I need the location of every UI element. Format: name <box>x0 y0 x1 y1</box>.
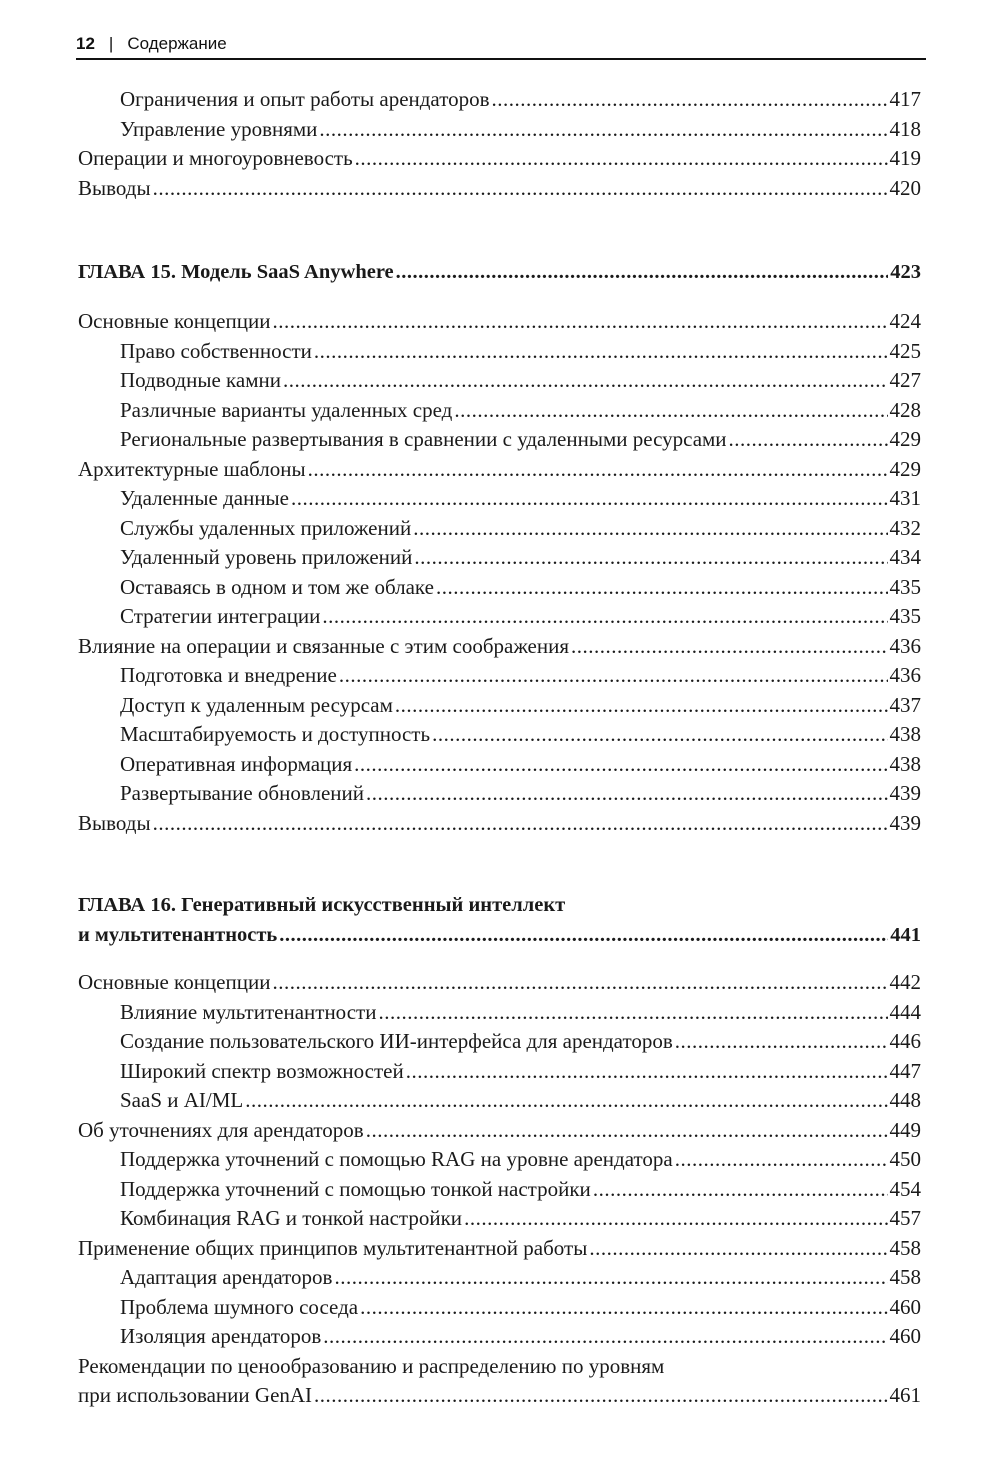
toc-entry[interactable] <box>78 809 921 839</box>
leader-dots <box>454 396 887 426</box>
toc-entry-title: Оставаясь в одном и том же облаке <box>120 574 434 599</box>
toc-entry-title: Доступ к удаленным ресурсам <box>120 692 393 717</box>
toc-entry[interactable] <box>78 144 921 174</box>
toc-entry[interactable] <box>78 1204 921 1234</box>
leader-dots <box>492 85 888 115</box>
toc-entry-title: Поддержка уточнений с помощью тонкой настройки <box>120 1176 591 1201</box>
leader-dots <box>366 779 887 809</box>
toc-entry-title: Подводные камни <box>120 368 281 392</box>
page-number: 12 <box>76 34 95 53</box>
toc-entry[interactable] <box>78 779 921 809</box>
toc-entry-page: 434 <box>889 545 921 569</box>
toc-entry-title: Создание пользовательского ИИ-интерфейса для арендаторов <box>120 1029 673 1053</box>
leader-dots <box>414 543 887 573</box>
toc-entry-page: 448 <box>889 1088 921 1112</box>
toc-entry[interactable] <box>78 691 921 721</box>
chapter-16-heading[interactable] <box>78 920 921 950</box>
toc-entry-title: Ограничения и опыт работы арендаторов <box>120 87 490 111</box>
table-of-contents <box>78 85 921 1411</box>
leader-dots <box>675 1027 888 1057</box>
running-header <box>76 30 926 60</box>
toc-entry[interactable] <box>78 1234 921 1264</box>
leader-dots <box>355 144 888 174</box>
toc-entry[interactable] <box>78 602 921 632</box>
toc-entry-page: 454 <box>889 1176 921 1201</box>
toc-entry[interactable] <box>78 396 921 426</box>
leader-dots <box>314 337 888 367</box>
toc-entry[interactable] <box>78 1381 921 1411</box>
leader-dots <box>413 514 887 544</box>
toc-entry-title: Операции и многоуровневость <box>78 146 353 170</box>
toc-entry-title: Выводы <box>78 175 151 200</box>
toc-entry-title: Основные концепции <box>78 970 271 994</box>
toc-entry[interactable] <box>78 514 921 544</box>
toc-entry-page: 420 <box>889 175 921 200</box>
toc-entry-page: 435 <box>889 604 921 628</box>
toc-entry[interactable] <box>78 1145 921 1175</box>
leader-dots <box>283 366 888 396</box>
toc-entry-title: Широкий спектр возможностей <box>120 1058 404 1083</box>
leader-dots <box>589 1234 887 1264</box>
toc-entry-title: Региональные развертывания в сравнении с удаленными ресурсами <box>120 427 727 451</box>
toc-entry[interactable] <box>78 968 921 998</box>
toc-entry-title: Стратегии интеграции <box>120 604 321 628</box>
toc-entry-title: Масштабируемость и доступность <box>120 722 431 746</box>
toc-entry-page: 417 <box>889 87 921 111</box>
toc-entry-page: 460 <box>889 1324 921 1348</box>
leader-dots <box>729 425 888 455</box>
toc-entry-page: 437 <box>889 692 921 717</box>
toc-entry-page: 444 <box>889 999 921 1024</box>
toc-entry[interactable] <box>78 543 921 573</box>
toc-top-entries <box>78 85 921 203</box>
toc-entry-page: 460 <box>889 1294 921 1319</box>
leader-dots <box>308 455 888 485</box>
toc-entry-title: Право собственности <box>120 338 312 363</box>
leader-dots <box>272 307 887 337</box>
leader-dots <box>334 1263 887 1293</box>
toc-entry-title: Изоляция арендаторов <box>120 1324 322 1348</box>
toc-entry[interactable] <box>78 455 921 485</box>
toc-entry[interactable] <box>78 1293 921 1323</box>
chapter-16-entries <box>78 968 921 1352</box>
toc-entry-title: SaaS и AI/ML <box>120 1088 244 1112</box>
toc-entry-page: 461 <box>889 1383 921 1407</box>
leader-dots <box>593 1175 888 1205</box>
toc-entry[interactable] <box>78 720 921 750</box>
toc-entry-page: 435 <box>889 574 921 599</box>
toc-entry-page: 446 <box>889 1029 921 1053</box>
leader-dots <box>153 174 888 204</box>
toc-entry[interactable] <box>78 632 921 662</box>
chapter-15-entries <box>78 307 921 838</box>
toc-entry-title: Основные концепции <box>78 309 271 333</box>
leader-dots <box>675 1145 888 1175</box>
chapter-title: ГЛАВА 15. Модель SaaS Anywhere <box>78 261 394 283</box>
toc-entry-title: Архитектурные шаблоны <box>78 456 306 481</box>
chapter-title: и мультитенантность <box>78 924 278 946</box>
toc-entry[interactable] <box>78 1175 921 1205</box>
toc-entry-page: 436 <box>889 633 921 658</box>
toc-entry-title: Об уточнениях для арендаторов <box>78 1117 364 1142</box>
toc-entry[interactable] <box>78 337 921 367</box>
toc-entry-page: 450 <box>889 1147 921 1171</box>
toc-entry-title: Комбинация RAG и тонкой настройки <box>120 1206 463 1230</box>
toc-entry-page: 439 <box>889 781 921 805</box>
toc-entry-page: 418 <box>889 116 921 141</box>
toc-entry-page: 429 <box>889 427 921 451</box>
toc-entry[interactable] <box>78 484 921 514</box>
leader-dots <box>245 1086 887 1116</box>
toc-entry-line1: Рекомендации по ценообразованию и распределению по уровням <box>78 1353 665 1378</box>
leader-dots <box>322 602 887 632</box>
leader-dots <box>323 1322 887 1352</box>
toc-entry-page: 442 <box>889 970 921 994</box>
leader-dots <box>354 750 887 780</box>
chapter-page: 441 <box>890 924 921 946</box>
toc-entry[interactable] <box>78 1086 921 1116</box>
toc-entry-title: Поддержка уточнений с помощью RAG на уровне арендатора <box>120 1147 673 1171</box>
leader-dots <box>395 691 888 721</box>
leader-dots <box>406 1057 888 1087</box>
toc-entry[interactable] <box>78 115 921 145</box>
toc-entry-title: Оперативная информация <box>120 751 353 776</box>
leader-dots <box>360 1293 887 1323</box>
toc-entry[interactable] <box>78 174 921 204</box>
leader-dots <box>272 968 887 998</box>
toc-entry-page: 436 <box>889 663 921 687</box>
toc-entry-title: Удаленный уровень приложений <box>120 545 413 569</box>
toc-entry[interactable] <box>78 998 921 1028</box>
toc-entry-title: Применение общих принципов мультитенантной работы <box>78 1235 588 1260</box>
toc-entry-page: 428 <box>889 397 921 422</box>
leader-dots <box>291 484 888 514</box>
chapter-page: 423 <box>890 261 921 283</box>
toc-entry-title: Различные варианты удаленных сред <box>120 397 453 422</box>
toc-entry-page: 425 <box>889 338 921 363</box>
toc-entry[interactable] <box>78 1116 921 1146</box>
toc-entry[interactable] <box>78 573 921 603</box>
toc-entry-title: при использовании GenAI <box>78 1383 313 1407</box>
toc-entry-page: 439 <box>889 810 921 835</box>
toc-entry[interactable] <box>78 1263 921 1293</box>
leader-dots <box>366 1116 888 1146</box>
leader-dots <box>432 720 887 750</box>
toc-entry-page: 438 <box>889 751 921 776</box>
toc-entry[interactable] <box>78 750 921 780</box>
leader-dots <box>339 661 888 691</box>
toc-entry[interactable] <box>78 1057 921 1087</box>
toc-entry-title: Управление уровнями <box>120 116 318 141</box>
toc-entry-title: Удаленные данные <box>120 486 289 510</box>
toc-entry-page: 429 <box>889 456 921 481</box>
toc-entry[interactable] <box>78 1322 921 1352</box>
toc-entry-page: 419 <box>889 146 921 170</box>
toc-entry-title: Влияние на операции и связанные с этим соображения <box>78 633 570 658</box>
toc-entry-page: 427 <box>889 368 921 392</box>
leader-dots <box>314 1381 887 1411</box>
toc-entry-title: Влияние мультитенантности <box>120 999 377 1024</box>
toc-entry-title: Выводы <box>78 810 151 835</box>
toc-entry-page: 432 <box>889 515 921 540</box>
toc-entry[interactable] <box>78 1027 921 1057</box>
toc-entry[interactable] <box>78 661 921 691</box>
toc-entry[interactable] <box>78 85 921 115</box>
toc-entry-title: Службы удаленных приложений <box>120 515 412 540</box>
leader-dots <box>153 809 888 839</box>
toc-entry-page: 447 <box>889 1058 921 1083</box>
chapter-15-heading[interactable] <box>78 257 921 287</box>
leader-dots <box>319 115 887 145</box>
toc-entry-page: 458 <box>889 1235 921 1260</box>
leader-dots <box>436 573 888 603</box>
leader-dots <box>378 998 887 1028</box>
toc-entry[interactable] <box>78 366 921 396</box>
toc-entry-page: 457 <box>889 1206 921 1230</box>
toc-entry-title: Адаптация арендаторов <box>120 1265 333 1289</box>
leader-dots <box>464 1204 887 1234</box>
toc-entry-page: 449 <box>889 1117 921 1142</box>
toc-entry-title: Подготовка и внедрение <box>120 663 337 687</box>
toc-entry[interactable] <box>78 425 921 455</box>
chapter-16-heading-line1: ГЛАВА 16. Генеративный искусственный интеллект <box>78 894 566 916</box>
toc-entry-title: Развертывание обновлений <box>120 781 365 805</box>
toc-entry[interactable] <box>78 307 921 337</box>
toc-entry-page: 438 <box>889 722 921 746</box>
header-section-title: Содержание <box>127 34 227 53</box>
leader-dots <box>396 257 889 287</box>
toc-entry-page: 431 <box>889 486 921 510</box>
leader-dots <box>571 632 887 662</box>
toc-entry-page: 458 <box>889 1265 921 1289</box>
toc-entry-page: 424 <box>889 309 921 333</box>
header-separator: | <box>108 34 114 53</box>
leader-dots <box>279 920 888 950</box>
toc-entry-title: Проблема шумного соседа <box>120 1294 359 1319</box>
